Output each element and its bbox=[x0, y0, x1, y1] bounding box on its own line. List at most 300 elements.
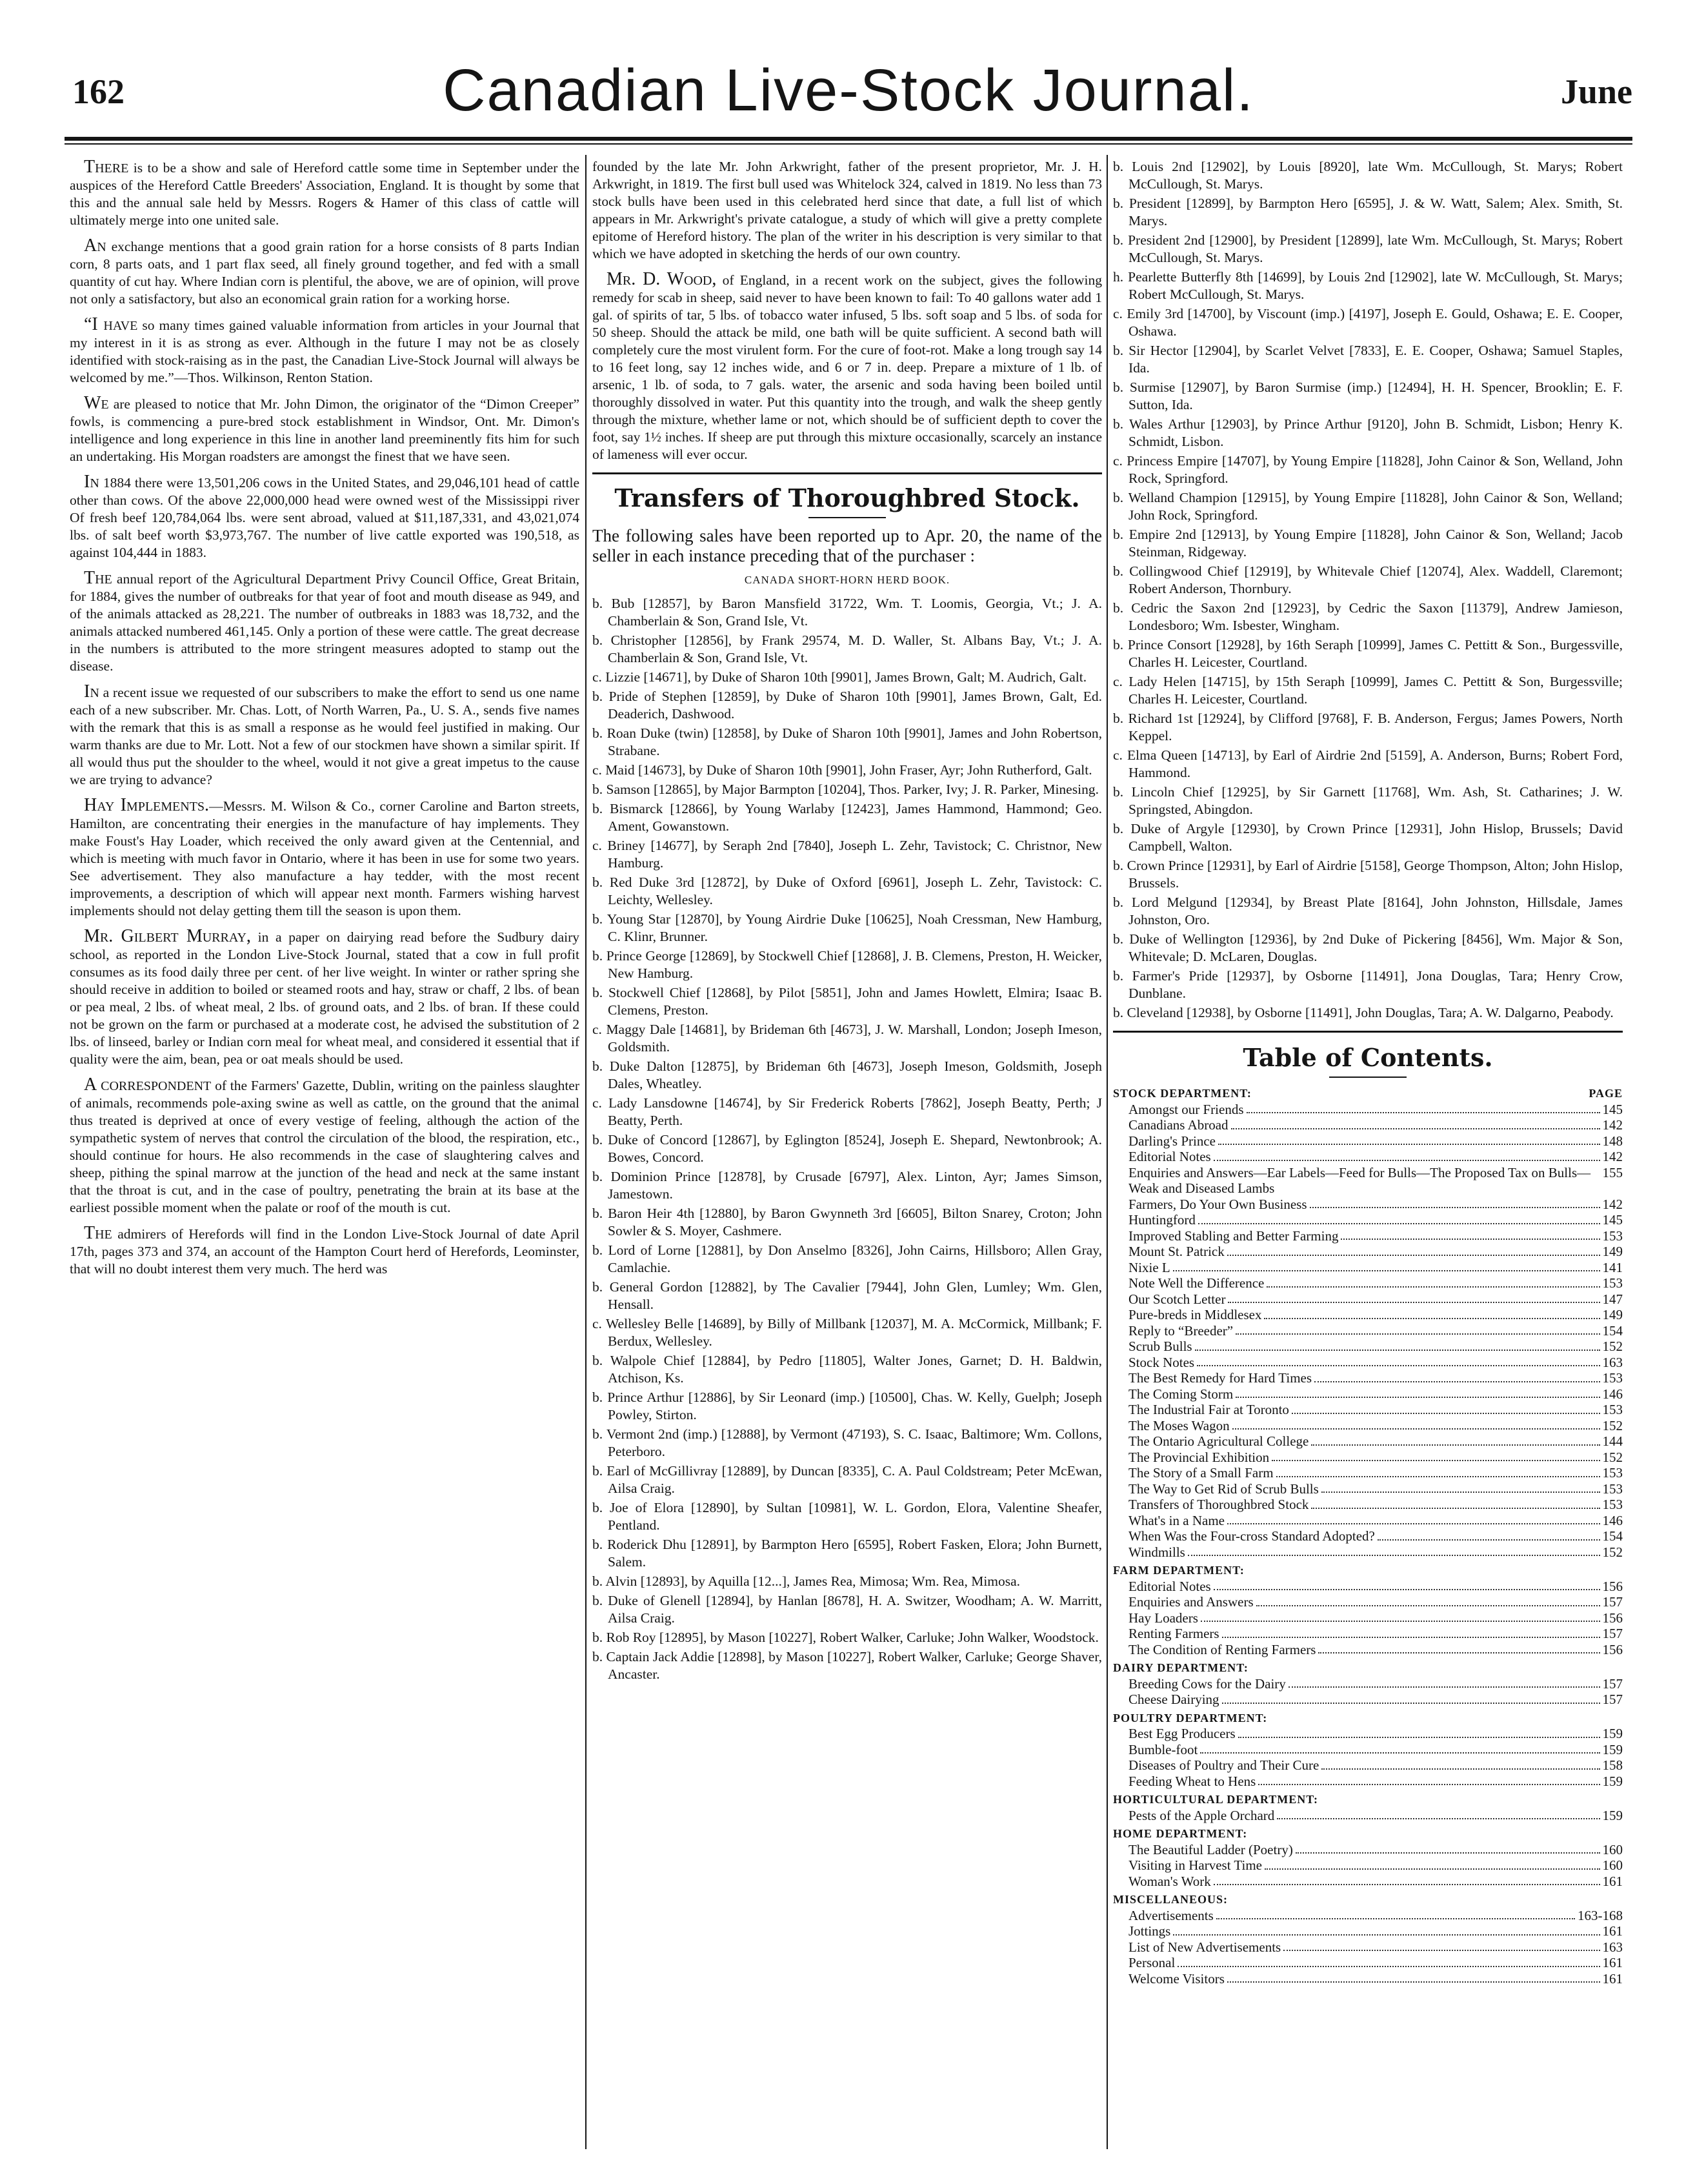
transfer-entry: b. Rob Roy [12895], by Mason [10227], Robert Walker, Carluke; John Walker, Woodstock. bbox=[592, 1630, 1099, 1645]
toc-entry bbox=[1113, 1275, 1623, 1291]
toc-entry-page: 159 bbox=[1602, 1773, 1623, 1789]
paragraph-text: are pleased to notice that Mr. John Dimon, the originator of the “Dimon Creeper” fowls, is commencing a pure-bred stock establishment in Windsor, Ont. Mr. Dimon's intelligence and long experience in this line in another land preeminently fits him for such an undertaking. His Morgan roadsters are amongst the finest that we have seen. bbox=[70, 396, 579, 464]
transfer-list-continued bbox=[1113, 158, 1623, 1022]
transfer-entry: b. Pride of Stephen [12859], by Duke of Sharon 10th [9901], James Brown, Galt, Ed. Deaderich, Dashwood. bbox=[592, 689, 1102, 722]
toc-entry bbox=[1113, 1808, 1623, 1824]
toc-leader-dots bbox=[1200, 1742, 1600, 1754]
lead-word: The bbox=[84, 568, 112, 588]
transfer-entry: b. Christopher [12856], by Frank 29574, M. D. Waller, St. Albans Bay, Vt.; J. A. Chamberlain & Son, Grand Isle, Vt. bbox=[592, 632, 1102, 665]
toc-entry bbox=[1113, 1874, 1623, 1890]
transfer-entry: c. Lady Helen [14715], by 15th Seraph [10999], James C. Pettitt & Son, Burgessville; Charles H. Leicester, Courtland. bbox=[1113, 674, 1623, 707]
toc-entry-page: 157 bbox=[1602, 1594, 1623, 1610]
toc-leader-dots bbox=[1292, 1402, 1600, 1414]
toc-department bbox=[1113, 1660, 1623, 1676]
toc-entry-page: 152 bbox=[1602, 1544, 1623, 1560]
toc-entry-title: The Moses Wagon bbox=[1128, 1417, 1230, 1433]
transfer-entry: b. Young Star [12870], by Young Airdrie Duke [10625], Noah Cressman, New Hamburg, C. Klinr, Brunner. bbox=[592, 911, 1102, 944]
toc-leader-dots bbox=[1201, 1610, 1600, 1623]
toc-entry bbox=[1113, 1939, 1623, 1956]
toc-entry-title: The Industrial Fair at Toronto bbox=[1128, 1402, 1289, 1417]
toc-entry-title: The Story of a Small Farm bbox=[1128, 1465, 1274, 1481]
toc-entry bbox=[1113, 1528, 1623, 1544]
toc-entry-title: Best Egg Producers bbox=[1128, 1726, 1236, 1741]
toc-entry bbox=[1113, 1355, 1623, 1371]
transfer-entry: b. Duke of Wellington [12936], by 2nd Duke of Pickering [8456], Wm. Major & Son, Whitevale; D. McLaren, Douglas. bbox=[1113, 931, 1623, 964]
toc-department bbox=[1113, 1086, 1623, 1102]
toc-leader-dots bbox=[1264, 1307, 1600, 1319]
transfer-entry: b. Wales Arthur [12903], by Prince Arthur [9120], John B. Schmidt, Lisbon; Henry K. Schmidt, Lisbon. bbox=[1113, 416, 1623, 449]
toc-entry bbox=[1113, 1117, 1623, 1133]
toc-entry bbox=[1113, 1923, 1623, 1939]
toc-entry-page: 158 bbox=[1602, 1757, 1623, 1773]
transfer-entry: b. Cleveland [12938], by Osborne [11491], John Douglas, Tara; A. W. Dalgarno, Peabody. bbox=[1113, 1005, 1614, 1020]
toc-entry bbox=[1113, 1212, 1623, 1228]
toc-entry bbox=[1113, 1594, 1623, 1610]
toc-entry-page: 153 bbox=[1602, 1497, 1623, 1512]
toc-entry-title: Canadians Abroad bbox=[1128, 1117, 1229, 1133]
toc-leader-dots bbox=[1216, 1908, 1575, 1920]
toc-entry bbox=[1113, 1955, 1623, 1971]
toc-entry-page: 161 bbox=[1602, 1873, 1623, 1889]
toc-entry-page: 157 bbox=[1602, 1626, 1623, 1641]
toc-leader-dots bbox=[1247, 1102, 1600, 1114]
paragraph-subscribers bbox=[70, 683, 579, 789]
toc-entry-title: When Was the Four-cross Standard Adopted? bbox=[1128, 1528, 1375, 1544]
toc-leader-dots bbox=[1272, 1450, 1600, 1462]
toc-entry-page: 153 bbox=[1602, 1370, 1623, 1386]
paragraph-arkwright-herd: founded by the late Mr. John Arkwright, father of the present proprietor, Mr. J. H. Arkwright, in 1819. The first bull used was Whitelock 324, calved in 1819. No less than 73 stock bulls have been used in this celebrated herd since that date, a full list of which appears in Mr. Arkwright's private catalogue, a study of which will give a pretty complete epitome of Hereford history. The plan of the writer in his description is very similar to that which we have adopted in sketching the herds of our own country. bbox=[592, 159, 1102, 261]
transfer-entry: b. Lord Melgund [12934], by Breast Plate [8164], John Johnston, Hillsdale, James Johnston, Oro. bbox=[1113, 895, 1623, 927]
toc-entry bbox=[1113, 1339, 1623, 1355]
toc-leader-dots bbox=[1173, 1923, 1600, 1936]
transfer-entry: b. Alvin [12893], by Aquilla [12...], James Rea, Mimosa; Wm. Rea, Mimosa. bbox=[592, 1573, 1021, 1589]
column-divider bbox=[585, 155, 587, 2149]
transfer-entry: c. Briney [14677], by Seraph 2nd [7840], Joseph L. Zehr, Tavistock; C. Christnor, New Hamburg. bbox=[592, 838, 1102, 871]
toc-entry-page: 154 bbox=[1602, 1322, 1623, 1339]
toc-entry-page: 152 bbox=[1602, 1339, 1623, 1354]
transfer-entry: b. Empire 2nd [12913], by Young Empire [11828], John Cainor & Son, Welland; Jacob Steinman, Ridgeway. bbox=[1113, 527, 1623, 560]
toc-entry-title: Our Scotch Letter bbox=[1128, 1291, 1226, 1307]
toc-leader-dots bbox=[1227, 1513, 1600, 1525]
toc-entry-title: Editorial Notes bbox=[1128, 1149, 1211, 1164]
transfer-entry: b. Dominion Prince [12878], by Crusade [6797], Alex. Linton, Ayr; James Simson, Jamestown. bbox=[592, 1169, 1102, 1202]
lead-word: The bbox=[84, 1223, 112, 1243]
transfer-list bbox=[592, 595, 1102, 1683]
paragraph-text: exchange mentions that a good grain ration for a horse consists of 8 parts Indian corn, 8 parts oats, and 1 part flax seed, all finely ground together, and fed with a small quantity of cut hay. Where Indian corn is plentiful, the above, we are of opinion, will prove not only a satisfactory, but also an economical grain ration for a working horse. bbox=[70, 239, 579, 307]
lead-word: In bbox=[84, 472, 99, 492]
lead-word: We bbox=[84, 393, 109, 413]
transfer-entry: b. Farmer's Pride [12937], by Osborne [11491], Jona Douglas, Tara; Henry Crow, Dunblane. bbox=[1113, 968, 1623, 1001]
toc-entry-title: Enquiries and Answers—Ear Labels—Feed for Bulls—The Proposed Tax on Bulls—Weak and Diseased Lambs bbox=[1128, 1164, 1591, 1196]
transfer-entry: b. Lord of Lorne [12881], by Don Anselmo [8326], John Cairns, Hillsboro; Allen Gray, Camlachie. bbox=[592, 1242, 1102, 1275]
transfer-entry: b. Bismarck [12866], by Young Warlaby [12423], James Hammond, Hammond; Geo. Ament, Gowanstown. bbox=[592, 801, 1102, 834]
transfer-entry: c. Lizzie [14671], by Duke of Sharon 10th [9901], James Brown, Galt; M. Audrich, Galt. bbox=[592, 669, 1087, 685]
toc-entry-title: Pests of the Apple Orchard bbox=[1128, 1807, 1275, 1823]
toc-entry-title: Improved Stabling and Better Farming bbox=[1128, 1228, 1339, 1244]
paragraph-agricultural-report bbox=[70, 569, 579, 675]
transfer-entry: c. Princess Empire [14707], by Young Empire [11828], John Cainor & Son, Welland, John Rock, Springford. bbox=[1113, 453, 1623, 486]
toc-entry-page: 160 bbox=[1602, 1857, 1623, 1873]
toc-entry-page: 152 bbox=[1602, 1449, 1623, 1465]
toc-department bbox=[1113, 1892, 1623, 1908]
transfer-entry: c. Lady Lansdowne [14674], by Sir Frederick Roberts [7862], Joseph Beatty, Perth; J Beatty, Perth. bbox=[592, 1095, 1102, 1128]
toc-department bbox=[1113, 1562, 1623, 1579]
toc-leader-dots bbox=[1378, 1528, 1600, 1541]
paragraph-text: a recent issue we requested of our subscribers to make the effort to send us one name each of a new subscriber. Mr. Chas. Lott, of North Warren, Pa., U. S. A., sends five names with the remark that this is as small a response as he would feel justified in making. Our warm thanks are due to Mr. Lott. Not a few of our stockmen have shown a similar spirit. If all would thus put the shoulder to the wheel, would it not give a great impetus to the cause we are trying to advance? bbox=[70, 685, 579, 787]
toc-entry-page: 159 bbox=[1602, 1741, 1623, 1757]
toc-entry-page: 153 bbox=[1602, 1228, 1623, 1244]
toc-leader-dots bbox=[1236, 1386, 1600, 1399]
paragraph-hereford-show bbox=[70, 158, 579, 229]
toc-department-name: DAIRY DEPARTMENT: bbox=[1113, 1661, 1249, 1674]
transfer-entry: b. Samson [12865], by Major Barmpton [10204], Thos. Parker, Ivy; J. R. Parker, Minesing. bbox=[592, 782, 1099, 797]
toc-leader-dots bbox=[1296, 1842, 1600, 1854]
paragraph-text: of the Farmers' Gazette, Dublin, writing on the painless slaughter of animals, recommends pole-axing swine as well as cattle, on the ground that the animal thus treated is deprived at once of every vestige of feeling, although the action of the sympathetic system of nerves that control the circulation of the blood, the respiration, etc., should continue for hours. He also recommends in the case of slaughtering calves and sheep, pithing the spinal marrow at the junction of the head and neck at the same instant that the throat is cut, and in the case of poultry, penetrating the brain at its base at the earliest possible moment when the palate or roof of the mouth is cut. bbox=[70, 1078, 579, 1215]
toc-entry-title: The Condition of Renting Farmers bbox=[1128, 1641, 1316, 1657]
toc-entry-title: Enquiries and Answers bbox=[1128, 1594, 1254, 1610]
toc-entry-page: 153 bbox=[1602, 1275, 1623, 1291]
transfer-entry: b. Richard 1st [12924], by Clifford [9768], F. B. Anderson, Fergus; James Powers, North Keppel. bbox=[1113, 711, 1623, 743]
paragraph-dimon bbox=[70, 394, 579, 465]
herd-book-heading: CANADA SHORT-HORN HERD BOOK. bbox=[744, 574, 950, 586]
toc-leader-dots bbox=[1267, 1275, 1600, 1288]
issue-month: June bbox=[1560, 72, 1632, 111]
toc-department-name: HOME DEPARTMENT: bbox=[1113, 1827, 1248, 1840]
toc-entry-title: Bumble-foot bbox=[1128, 1741, 1198, 1757]
toc-entry-title: Mount St. Patrick bbox=[1128, 1244, 1225, 1259]
column-divider bbox=[1107, 155, 1108, 2149]
lead-word: A correspondent bbox=[84, 1075, 212, 1095]
toc-entry bbox=[1113, 1544, 1623, 1561]
transfer-entry: b. President 2nd [12900], by President [12899], late Wm. McCullough, St. Marys; Robert McCullough, St. Marys. bbox=[1113, 232, 1623, 265]
toc-entry-title: Note Well the Difference bbox=[1128, 1275, 1265, 1291]
toc-entry-page: 153 bbox=[1602, 1402, 1623, 1417]
toc-entry-title: Cheese Dairying bbox=[1128, 1692, 1219, 1707]
toc-leader-dots bbox=[1218, 1133, 1600, 1146]
toc-entry-title: Scrub Bulls bbox=[1128, 1339, 1192, 1354]
toc-leader-dots bbox=[1178, 1955, 1600, 1967]
toc-entry-page: 149 bbox=[1602, 1244, 1623, 1259]
masthead bbox=[65, 55, 1632, 132]
column-middle bbox=[592, 158, 1102, 2146]
toc-entry bbox=[1113, 1197, 1623, 1213]
toc-entry-title: Welcome Visitors bbox=[1128, 1970, 1225, 1987]
toc-leader-dots bbox=[1214, 1579, 1600, 1591]
toc-entry bbox=[1113, 1433, 1623, 1450]
toc-entry bbox=[1113, 1726, 1623, 1742]
toc-entry-title: Windmills bbox=[1128, 1544, 1185, 1560]
transfers-intro: The following sales have been reported up to Apr. 20, the name of the seller in each instance preceding that of the purchaser : bbox=[592, 526, 1102, 565]
heading-rule bbox=[808, 517, 886, 518]
toc-leader-dots bbox=[1222, 1626, 1600, 1638]
masthead-rule-thin bbox=[65, 143, 1632, 145]
toc-entry-page: 155 bbox=[1602, 1164, 1623, 1180]
toc-entry bbox=[1113, 1165, 1623, 1197]
toc-leader-dots bbox=[1214, 1874, 1600, 1886]
transfer-entry: b. Vermont 2nd (imp.) [12888], by Vermont (47193), S. C. Isaac, Baltimore; Wm. Collons, Peterboro. bbox=[592, 1426, 1102, 1459]
toc-leader-dots bbox=[1310, 1197, 1600, 1209]
column-left bbox=[70, 158, 579, 2146]
toc-entry bbox=[1113, 1676, 1623, 1692]
toc-entry-title: Huntingford bbox=[1128, 1212, 1196, 1228]
toc-entry-title: Darling's Prince bbox=[1128, 1133, 1216, 1149]
toc-entry-title: Woman's Work bbox=[1128, 1873, 1211, 1889]
transfer-entry: b. Joe of Elora [12890], by Sultan [10981], W. L. Gordon, Elora, Valentine Sheafer, Pentland. bbox=[592, 1500, 1102, 1533]
toc-entry-title: Jottings bbox=[1128, 1923, 1171, 1939]
transfer-entry: b. Duke of Argyle [12930], by Crown Prince [12931], John Hislop, Brussels; David Campbell, Walton. bbox=[1113, 821, 1623, 854]
section-rule bbox=[592, 472, 1102, 474]
transfer-entry: b. Prince George [12869], by Stockwell Chief [12868], J. B. Clemens, Preston, H. Weicker, New Hamburg. bbox=[592, 948, 1102, 981]
transfer-entry: b. Sir Hector [12904], by Scarlet Velvet [7833], E. E. Cooper, Oshawa; Samuel Staples, Ida. bbox=[1113, 343, 1623, 376]
transfer-entry: b. Collingwood Chief [12919], by Whitevale Chief [12074], Alex. Waddell, Claremont; Robert Anderson, Thornbury. bbox=[1113, 563, 1623, 596]
toc-entry-page: 156 bbox=[1602, 1641, 1623, 1657]
toc-entry bbox=[1113, 1857, 1623, 1874]
paragraph-text: so many times gained valuable information from articles in your Journal that my interest in it is as strong as ever. Although in the future I may not be as closely identified with stock-raising as in the past, the Canadian Live-Stock Journal will always be welcomed by me.”—Thos. Wilkinson, Renton Station. bbox=[70, 318, 579, 385]
toc-entry-page: 161 bbox=[1602, 1955, 1623, 1970]
toc-entry-page: 156 bbox=[1602, 1610, 1623, 1626]
toc-entry-title: Renting Farmers bbox=[1128, 1626, 1219, 1641]
toc-entry-page: 161 bbox=[1602, 1970, 1623, 1987]
transfer-entry: b. Stockwell Chief [12868], by Pilot [5851], John and James Howlett, Elmira; Isaac B. Clemens, Preston. bbox=[592, 985, 1102, 1018]
lead-word: “I have bbox=[84, 314, 138, 334]
table-of-contents bbox=[1113, 1086, 1623, 1987]
lead-word: There bbox=[84, 158, 129, 177]
paragraph-wilkinson-letter bbox=[70, 316, 579, 387]
toc-entry bbox=[1113, 1842, 1623, 1858]
toc-entry bbox=[1113, 1244, 1623, 1260]
toc-leader-dots bbox=[1238, 1726, 1600, 1738]
toc-entry-page: 163 bbox=[1602, 1939, 1623, 1955]
toc-leader-dots bbox=[1236, 1323, 1600, 1335]
toc-entry-title: The Provincial Exhibition bbox=[1128, 1449, 1270, 1465]
toc-leader-dots bbox=[1311, 1433, 1600, 1446]
transfer-entry: b. Roderick Dhu [12891], by Barmpton Hero [6595], Robert Fasken, Elora; John Burnett, Salem. bbox=[592, 1537, 1102, 1570]
toc-entry bbox=[1113, 1757, 1623, 1774]
toc-entry-page: 146 bbox=[1602, 1386, 1623, 1402]
lead-word: An bbox=[84, 236, 106, 256]
page-number: 162 bbox=[72, 72, 125, 111]
lead-word: Hay Implements. bbox=[84, 795, 210, 815]
paragraph-cows-statistics bbox=[70, 473, 579, 561]
toc-page-label: PAGE bbox=[1589, 1087, 1623, 1100]
transfer-entry: b. Duke of Glenell [12894], by Hanlan [8678], H. A. Switzer, Woodham; A. W. Marritt, Ailsa Craig. bbox=[592, 1593, 1102, 1626]
toc-leader-dots bbox=[1277, 1808, 1600, 1820]
toc-entry-title: Breeding Cows for the Dairy bbox=[1128, 1675, 1286, 1692]
transfer-entry: c. Wellesley Belle [14689], by Billy of Millbank [12037], M. A. McCormick, Millbank; F. Berdux, Wellesley. bbox=[592, 1316, 1102, 1349]
toc-entry-title: Feeding Wheat to Hens bbox=[1128, 1773, 1256, 1789]
toc-leader-dots bbox=[1173, 1260, 1600, 1272]
transfer-entry: b. President [12899], by Barmpton Hero [6595], J. & W. Watt, Salem; Alex. Smith, St. Marys. bbox=[1113, 196, 1623, 228]
transfer-entry: b. Duke Dalton [12875], by Brideman 6th [4673], Joseph Imeson, Goldsmith, Joseph Dales, Wheatley. bbox=[592, 1058, 1102, 1091]
toc-leader-dots bbox=[1318, 1642, 1600, 1654]
toc-entry bbox=[1113, 1610, 1623, 1626]
paragraph-hay-implements bbox=[70, 796, 579, 920]
toc-entry bbox=[1113, 1692, 1623, 1708]
toc-entry-title: Reply to “Breeder” bbox=[1128, 1322, 1234, 1339]
paragraph-text: in a paper on dairying read before the Sudbury dairy school, as reported in the London Live-Stock Journal, stated that a cow in full profit consumes as its food daily three per cent. of her live weight. In winter or rather spring she should receive in addition to boiled or steamed roots and hay, straw or chaff, 2 lbs. of bean or pea meal, 2 lbs. of wheat meal, 2 lbs. of ground oats, and 2 lbs. of bran. If these could not be grown on the farm or purchased at a moderate cost, he advised the substitution of 2 lbs. of linseed, barley or Indian corn meal for wheat meal, and considered it essential that if quality were the aim, bean, pea or oat meals should be used. bbox=[70, 929, 579, 1067]
toc-entry bbox=[1113, 1323, 1623, 1339]
toc-entry-title: Pure-breds in Middlesex bbox=[1128, 1307, 1262, 1322]
toc-entry-page: 156 bbox=[1602, 1578, 1623, 1594]
transfer-entry: b. Walpole Chief [12884], by Pedro [11805], Walter Jones, Garnet; D. H. Baldwin, Atchison, Ks. bbox=[592, 1353, 1102, 1386]
transfer-entry: c. Maid [14673], by Duke of Sharon 10th [9901], John Fraser, Ayr; John Rutherford, Galt. bbox=[592, 762, 1092, 778]
toc-entry-page: 142 bbox=[1602, 1117, 1623, 1133]
transfer-entry: b. Bub [12857], by Baron Mansfield 31722, Wm. T. Loomis, Georgia, Vt.; J. A. Chamberlain & Son, Grand Isle, Vt. bbox=[592, 596, 1102, 629]
toc-entry-page: 157 bbox=[1602, 1675, 1623, 1692]
toc-entry-title: Stock Notes bbox=[1128, 1354, 1195, 1370]
toc-entry-page: 146 bbox=[1602, 1512, 1623, 1528]
toc-entry-page: 142 bbox=[1602, 1149, 1623, 1164]
toc-leader-dots bbox=[1314, 1370, 1600, 1382]
lead-word: Mr. D. Wood, bbox=[607, 269, 717, 289]
toc-entry-page: 153 bbox=[1602, 1465, 1623, 1481]
toc-department bbox=[1113, 1792, 1623, 1808]
paragraph-text: of England, in a recent work on the subject, gives the following remedy for scab in sheep, said never to have been known to fail: To 40 gallons water add 1 gal. of spirits of tar, 5 lbs. of tobacco water infused, 5 lbs. soft soap and 5 lbs. of soda for 50 sheep. Should the attack be mild, one bath will be quite sufficient. A second bath will completely cure the most virulent form. For the cure of foot-rot. Make a long trough say 14 to 16 feet long, say 12 inches wide, and 6 or 7 in. deep. Prepare a mixture of 1 lb. of arsenic, 1 lb. of soda, to 7 gals. water, the arsenic and soda having been boiled until thoroughly dissolved in water. Put this quantity into the trough, and walk the sheep gently through the mixture, whether lame or not, which should be of sufficient depth to cover the foot, say 1½ inches. If sheep are put through this mixture occasionally, scarcely an instance of lameness will ever occur. bbox=[592, 272, 1102, 462]
toc-entry-title: Hay Loaders bbox=[1128, 1610, 1198, 1626]
toc-leader-dots bbox=[1265, 1857, 1600, 1870]
toc-entry bbox=[1113, 1481, 1623, 1497]
toc-entry bbox=[1113, 1149, 1623, 1165]
toc-entry bbox=[1113, 1450, 1623, 1466]
paragraph-farmers-gazette bbox=[70, 1076, 579, 1217]
transfer-entry: b. Prince Consort [12928], by 16th Seraph [10999], James C. Pettitt & Son., Burgessville, Charles H. Leicester, Courtland. bbox=[1113, 637, 1623, 670]
toc-entry-page: 145 bbox=[1602, 1101, 1623, 1117]
journal-title: Canadian Live-Stock Journal. bbox=[443, 57, 1254, 123]
toc-entry-page: 154 bbox=[1602, 1528, 1623, 1544]
toc-leader-dots bbox=[1195, 1339, 1600, 1351]
toc-entry bbox=[1113, 1386, 1623, 1402]
toc-leader-dots bbox=[1232, 1418, 1600, 1430]
transfer-entry: b. Red Duke 3rd [12872], by Duke of Oxford [6961], Joseph L. Zehr, Tavistock: C. Leichty, Wellesley. bbox=[592, 875, 1102, 907]
toc-department bbox=[1113, 1710, 1623, 1726]
toc-entry-title: Editorial Notes bbox=[1128, 1578, 1211, 1594]
toc-entry-page: 149 bbox=[1602, 1307, 1623, 1322]
toc-entry-page: 148 bbox=[1602, 1133, 1623, 1149]
toc-entry bbox=[1113, 1497, 1623, 1513]
toc-entry-page: 152 bbox=[1602, 1417, 1623, 1433]
paragraph-text: —Messrs. M. Wilson & Co., corner Caroline and Barton streets, Hamilton, are concentrating their energies in the manufacture of hay implements. They make Foust's Hay Loader, which received the only award given at the Centennial, and which is meeting with much favor in Ontario, where it has been in use for some two years. See advertisement. They also manufacture a hay tedder, with the most recent improvements, a description of which will appear next month. Farmers wishing harvest implements should not delay getting them till the season is upon them. bbox=[70, 798, 579, 918]
transfer-entry: b. Captain Jack Addie [12898], by Mason [10227], Robert Walker, Carluke; George Shaver, Ancaster. bbox=[592, 1649, 1102, 1682]
toc-leader-dots bbox=[1227, 1244, 1600, 1256]
toc-leader-dots bbox=[1256, 1594, 1600, 1606]
toc-department-name: FARM DEPARTMENT: bbox=[1113, 1564, 1245, 1577]
heading-rule bbox=[1329, 1077, 1407, 1078]
toc-leader-dots bbox=[1197, 1355, 1600, 1367]
toc-entry bbox=[1113, 1513, 1623, 1529]
toc-entry-page: 161 bbox=[1602, 1923, 1623, 1939]
transfers-heading: Transfers of Thoroughbred Stock. bbox=[614, 483, 1080, 512]
toc-entry bbox=[1113, 1971, 1623, 1987]
paragraph-text: admirers of Herefords will find in the London Live-Stock Journal of date April 17th, pages 373 and 374, an account of the Hampton Court herd of Herefords, Leominster, that will no doubt interest them very much. The herd was bbox=[70, 1226, 579, 1277]
toc-entry-title: The Coming Storm bbox=[1128, 1386, 1234, 1402]
toc-entry bbox=[1113, 1626, 1623, 1642]
toc-entry-page: 163 bbox=[1602, 1354, 1623, 1370]
toc-entry bbox=[1113, 1228, 1623, 1244]
toc-entry-page: 141 bbox=[1602, 1259, 1623, 1275]
masthead-rule bbox=[65, 137, 1632, 141]
toc-leader-dots bbox=[1188, 1544, 1600, 1557]
transfer-entry: b. Welland Champion [12915], by Young Empire [11828], John Cainor & Son, Welland; John Rock, Springford. bbox=[1113, 490, 1623, 523]
transfer-entry: b. Earl of McGillivray [12889], by Duncan [8335], C. A. Paul Coldstream; Peter McEwan, Ailsa Craig. bbox=[592, 1463, 1102, 1496]
toc-leader-dots bbox=[1258, 1774, 1600, 1786]
toc-leader-dots bbox=[1222, 1692, 1600, 1704]
toc-entry bbox=[1113, 1418, 1623, 1434]
toc-leader-dots bbox=[1276, 1465, 1600, 1477]
transfer-entry: b. Roan Duke (twin) [12858], by Duke of Sharon 10th [9901], James and John Robertson, Strabane. bbox=[592, 725, 1102, 758]
toc-leader-dots bbox=[1227, 1971, 1600, 1983]
toc-leader-dots bbox=[1228, 1291, 1600, 1304]
toc-department-name: STOCK DEPARTMENT: bbox=[1113, 1087, 1252, 1100]
toc-entry bbox=[1113, 1742, 1623, 1758]
transfer-entry: h. Pearlette Butterfly 8th [14699], by Louis 2nd [12902], late W. McCullough, St. Marys; Robert McCullough, St. Marys. bbox=[1113, 269, 1623, 302]
paragraph-herefords-admirers bbox=[70, 1224, 579, 1278]
lead-word: In bbox=[84, 682, 99, 702]
toc-entry bbox=[1113, 1291, 1623, 1308]
toc-entry-title: Personal bbox=[1128, 1955, 1176, 1970]
column-right bbox=[1113, 158, 1623, 2146]
transfer-entry: b. Cedric the Saxon 2nd [12923], by Cedric the Saxon [11379], Andrew Jamieson, Londesboro; Wm. Isbester, Wingham. bbox=[1113, 600, 1623, 633]
toc-entry bbox=[1113, 1465, 1623, 1481]
transfer-entry: c. Emily 3rd [14700], by Viscount (imp.) [4197], Joseph E. Gould, Oshawa; E. E. Cooper, Oshawa. bbox=[1113, 306, 1623, 339]
toc-department-name: POULTRY DEPARTMENT: bbox=[1113, 1711, 1268, 1724]
toc-entry-page: 145 bbox=[1602, 1212, 1623, 1228]
paragraph-scab-remedy bbox=[592, 270, 1102, 463]
toc-leader-dots bbox=[1289, 1676, 1600, 1688]
toc-entry-title: The Way to Get Rid of Scrub Bulls bbox=[1128, 1481, 1319, 1497]
toc-leader-dots bbox=[1321, 1757, 1600, 1770]
lead-word: Mr. Gilbert Murray, bbox=[84, 926, 251, 946]
toc-entry bbox=[1113, 1642, 1623, 1658]
toc-entry-title: Transfers of Thoroughbred Stock bbox=[1128, 1497, 1309, 1512]
toc-leader-dots bbox=[1283, 1939, 1600, 1952]
toc-entry-title: Farmers, Do Your Own Business bbox=[1128, 1196, 1307, 1212]
transfer-entry: c. Maggy Dale [14681], by Brideman 6th [4673], J. W. Marshall, London; Joseph Imeson, Goldsmith. bbox=[592, 1022, 1102, 1055]
toc-entry-title: The Beautiful Ladder (Poetry) bbox=[1128, 1841, 1293, 1857]
toc-leader-dots bbox=[1214, 1149, 1600, 1161]
toc-entry bbox=[1113, 1579, 1623, 1595]
paragraph-gilbert-murray bbox=[70, 927, 579, 1068]
toc-leader-dots bbox=[1341, 1228, 1600, 1240]
toc-entry-page: 160 bbox=[1602, 1841, 1623, 1857]
toc-entry bbox=[1113, 1908, 1623, 1924]
transfer-entry: b. Duke of Concord [12867], by Eglington [8524], Joseph E. Shepard, Newtonbrook; A. Bowes, Concord. bbox=[592, 1132, 1102, 1165]
toc-entry-title: Visiting in Harvest Time bbox=[1128, 1857, 1263, 1873]
toc-leader-dots bbox=[1311, 1497, 1600, 1509]
toc-entry bbox=[1113, 1370, 1623, 1386]
toc-entry bbox=[1113, 1260, 1623, 1276]
toc-entry bbox=[1113, 1402, 1623, 1418]
toc-entry-page: 147 bbox=[1602, 1291, 1623, 1307]
toc-entry bbox=[1113, 1307, 1623, 1323]
transfer-entry: b. Crown Prince [12931], by Earl of Airdrie [5158], George Thompson, Alton; John Hislop, Brussels. bbox=[1113, 858, 1623, 891]
toc-entry-title: The Ontario Agricultural College bbox=[1128, 1433, 1309, 1449]
toc-entry-title: List of New Advertisements bbox=[1128, 1939, 1281, 1955]
paragraph-text: annual report of the Agricultural Department Privy Council Office, Great Britain, for 1884, gives the number of outbreaks for that year of foot and mouth disease as 949, and of the animals attacked as 28,221. The number of outbreaks in 1883 was 18,732, and the animals attacked numbered 461,145. Only a portion of these were cattle. The great decrease in the numbers is attributed to the more stringent measures adopted to stamp out the disease. bbox=[70, 571, 579, 674]
toc-entry-title: The Best Remedy for Hard Times bbox=[1128, 1370, 1312, 1386]
paragraph-text: 1884 there were 13,501,206 cows in the United States, and 29,046,101 head of cattle other than cows. Of the above 22,000,000 head were owned west of the Mississippi river Of fresh beef 120,784,064 lbs. were sent abroad, valued at $11,187,331, and 43,021,074 lbs. of salt beef worth $3,973,767. The number of live cattle exported was 190,518, as against 104,444 in 1883. bbox=[70, 475, 579, 560]
toc-entry-page: 153 bbox=[1602, 1481, 1623, 1497]
paragraph-grain-ration bbox=[70, 237, 579, 308]
toc-entry bbox=[1113, 1774, 1623, 1790]
toc-entry-page: 159 bbox=[1602, 1807, 1623, 1823]
toc-entry-page: 142 bbox=[1602, 1196, 1623, 1212]
toc-entry-page: 163-168 bbox=[1578, 1907, 1623, 1923]
toc-entry-page: 157 bbox=[1602, 1692, 1623, 1707]
section-rule bbox=[1113, 1031, 1623, 1033]
toc-entry bbox=[1113, 1102, 1623, 1118]
toc-entry-title: What's in a Name bbox=[1128, 1512, 1225, 1528]
paragraph-text: is to be a show and sale of Hereford cattle some time in September under the auspices of the Hereford Cattle Breeders' Association, England. It is thought by some that this and the annual sale held by Messrs. Rogers & Hamer of this class of cattle will ultimately merge into one united sale. bbox=[70, 160, 579, 228]
